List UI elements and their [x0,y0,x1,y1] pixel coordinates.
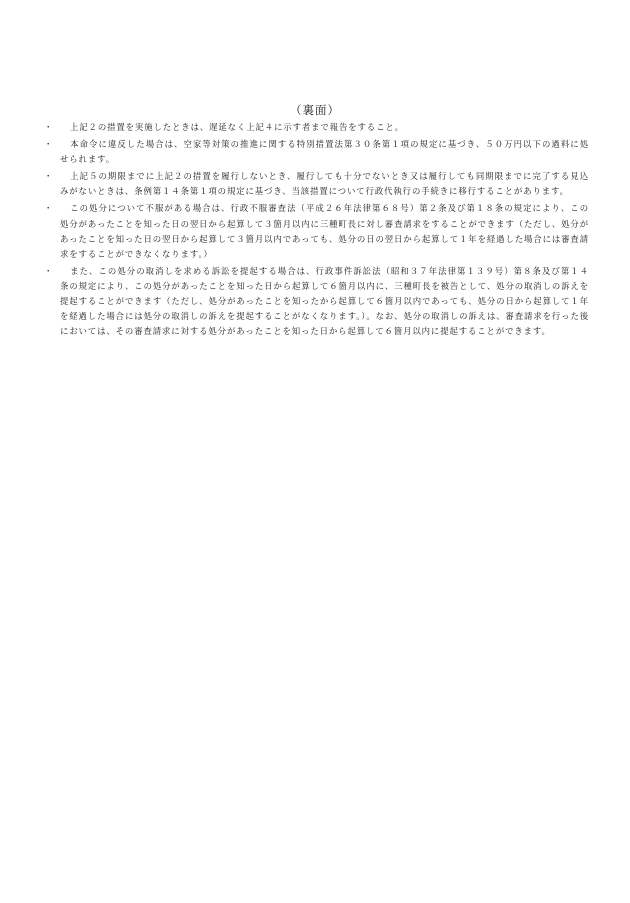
page-title: （裏面） [290,103,340,117]
bullet-icon: ・ [44,265,54,276]
note-text: 上記５の期限までに上記２の措置を履行しないとき、履行しても十分でないとき又は履行しても同期限までに完了する見込みがないときは、条例第１４条第１項の規定に基づき、当該措置について行政代執行の手続きに移行することがあります。 [60,171,589,197]
note-text: 本命令に違反した場合は、空家等対策の推進に関する特別措置法第３０条第１項の規定に基づき、５０万円以下の過料に処せられます。 [60,139,589,165]
note-text: この処分について不服がある場合は、行政不服審査法（平成２６年法律第６８号）第２条及び第１８条の規定により、この処分があったことを知った日の翌日から起算して３箇月以内に三種町長に対し審査請求をすることができます（ただし、処分があったことを知った日の翌日から起算して３箇月以内であっても、処分の日の翌日から起算して１年を経過した場合には審査請求をすることができなくなります。） [60,203,589,259]
note-item [44,201,589,261]
note-text: また、この処分の取消しを求める訴訟を提起する場合は、行政事件訴訟法（昭和３７年法律第１３９号）第８条及び第１４条の規定により、この処分があったことを知った日から起算して６箇月以内に、三種町長を被告として、処分の取消しの訴えを提起することができます（ただし、処分があったことを知ったから起算して６箇月以内であっても、処分の日から起算して１年を経過した場合には処分の取消しの訴えを提起することがなくなります。）。なお、処分の取消しの訴えは、審査請求を行った後においては、その審査請求に対する処分があったことを知った日から起算して６箇月以内に提起することができます。 [60,265,589,337]
bullet-icon: ・ [44,171,54,182]
notes-list [44,120,589,341]
note-text: 上記２の措置を実施したときは、遅延なく上記４に示す者まで報告をすること。 [70,122,404,132]
bullet-icon: ・ [44,203,54,214]
bullet-icon: ・ [44,122,54,132]
note-item [44,264,589,339]
note-item [44,169,589,199]
note-item [44,120,589,135]
note-item [44,137,589,167]
bullet-icon: ・ [44,139,54,150]
